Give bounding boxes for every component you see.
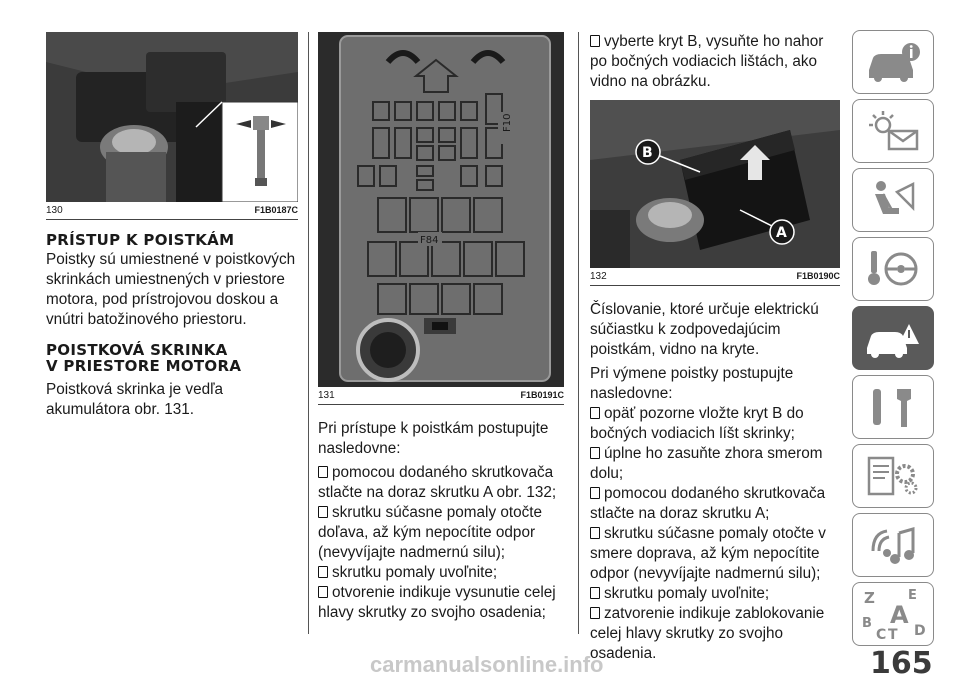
checkbox-bullet-icon: [318, 466, 328, 478]
paragraph-fuse-locations: Poistky sú umiestnené v poistkových skrinkách umiestnených v priestore motora, pod prístrojovou doskou a vnútri batožinového priestoru.: [46, 251, 296, 328]
checkbox-bullet-icon: [318, 566, 328, 578]
figure-number: 131: [318, 390, 335, 401]
paragraph-numbering: Číslovanie, ktoré určuje elektrickú súčiastku k zodpovedajúcim poistkám, vidno na kryte.: [590, 301, 819, 358]
callout-a-label: A: [776, 225, 787, 241]
callout-b-label: B: [642, 145, 653, 161]
figure-130-image: [46, 32, 298, 202]
paragraph-access-intro: Pri prístupe k poistkám postupujte nasledovne:: [318, 420, 549, 457]
tab-car-info[interactable]: [852, 30, 934, 94]
figure-number: 130: [46, 205, 63, 216]
tab-emergency[interactable]: [852, 306, 934, 370]
checkbox-bullet-icon: [318, 506, 328, 518]
car-emergency-icon: [863, 316, 923, 360]
gears-icon: [863, 454, 923, 498]
heading-line-2: V PRIESTORE MOTORA: [46, 357, 242, 375]
list-item: opäť pozorne vložte kryt B do bočných vodiacich líšt skrinky;: [590, 405, 804, 442]
tab-lights-messages[interactable]: [852, 99, 934, 163]
figure-code: F1B0187C: [254, 205, 298, 215]
svg-text:Z: Z: [864, 589, 875, 607]
svg-text:T: T: [888, 627, 898, 641]
tab-safety[interactable]: [852, 168, 934, 232]
checkbox-bullet-icon: [318, 586, 328, 598]
car-info-icon: [863, 40, 923, 84]
key-steering-wheel-icon: [863, 247, 923, 291]
list-item: zatvorenie indikuje zablokovanie celej hlavy skrutky zo svojho osadenia.: [590, 605, 825, 662]
tab-multimedia[interactable]: [852, 513, 934, 577]
checkbox-bullet-icon: [590, 587, 600, 599]
list-item: pomocou dodaného skrutkovača stlačte na doraz skrutku A obr. 132;: [318, 464, 557, 501]
checkbox-bullet-icon: [590, 607, 600, 619]
column-divider: [578, 32, 579, 634]
checkbox-bullet-icon: [590, 487, 600, 499]
seat-airbag-icon: [863, 178, 923, 222]
figure-132-caption: [590, 268, 840, 286]
column-3: [590, 32, 840, 664]
tab-index[interactable]: [852, 582, 934, 646]
svg-text:D: D: [914, 623, 926, 639]
svg-text:E: E: [908, 588, 917, 603]
warning-lights-envelope-icon: [863, 109, 923, 153]
checkbox-bullet-icon: [590, 407, 600, 419]
checkbox-bullet-icon: [590, 527, 600, 539]
column-divider: [308, 32, 309, 634]
section-heading-fuse-access: PRÍSTUP K POISTKÁM: [46, 231, 235, 249]
wrench-icon: [863, 385, 923, 429]
tab-maintenance[interactable]: [852, 375, 934, 439]
column-1: [46, 32, 298, 424]
list-item: skrutku pomaly uvoľnite;: [318, 563, 564, 583]
section-heading-engine-fuse-box: [46, 342, 298, 374]
paragraph-replace-intro: Pri výmene poistky postupujte nasledovne:: [590, 365, 794, 402]
figure-code: F1B0191C: [520, 390, 564, 400]
page-number: 165: [870, 646, 933, 681]
watermark: carmanualsonline.info: [370, 652, 604, 677]
figure-number: 132: [590, 271, 607, 282]
column-2: [318, 32, 564, 623]
fuse-box-cover-removal-illustration: [590, 100, 840, 268]
svg-text:C: C: [876, 627, 887, 641]
figure-130-caption: [46, 202, 298, 220]
figure-131-caption: [318, 387, 564, 405]
list-item: vyberte kryt B, vysuňte ho nahor po bočných vodiacich lištách, ako vidno na obrázku.: [590, 33, 824, 90]
index-letters-icon: [858, 587, 928, 641]
fuse-label-f10: F10: [502, 113, 513, 132]
svg-text:B: B: [862, 616, 872, 631]
fuse-box-cover-illustration: [318, 32, 564, 387]
multimedia-icon: [863, 523, 923, 567]
list-item: otvorenie indikuje vysunutie celej hlavy skrutky zo svojho osadenia;: [318, 584, 556, 621]
chapter-navigation-sidebar: [852, 30, 934, 651]
list-item: pomocou dodaného skrutkovača stlačte na doraz skrutku A;: [590, 485, 826, 522]
tab-starting-driving[interactable]: [852, 237, 934, 301]
heading-line-1: POISTKOVÁ SKRINKA: [46, 341, 228, 359]
tab-technical-data[interactable]: [852, 444, 934, 508]
list-item: skrutku pomaly uvoľnite;: [590, 584, 840, 604]
list-item: úplne ho zasuňte zhora smerom dolu;: [590, 445, 823, 482]
list-item: skrutku súčasne pomaly otočte doľava, až kým nepocítite odpor (nevyvíjajte nadmernú silu);: [318, 504, 543, 561]
paragraph-fuse-box-location: Poistková skrinka je vedľa akumulátora obr. 131.: [46, 381, 224, 418]
figure-132-image: [590, 100, 840, 268]
figure-131-image: [318, 32, 564, 387]
checkbox-bullet-icon: [590, 35, 600, 47]
fuse-label-f84: F84: [420, 235, 439, 246]
list-item: skrutku súčasne pomaly otočte v smere doprava, až kým nepocítite odpor (nevyvíjajte nadmernú silu);: [590, 525, 826, 582]
checkbox-bullet-icon: [590, 447, 600, 459]
figure-code: F1B0190C: [796, 271, 840, 281]
svg-text:A: A: [890, 601, 909, 629]
engine-bay-illustration: [46, 32, 298, 202]
